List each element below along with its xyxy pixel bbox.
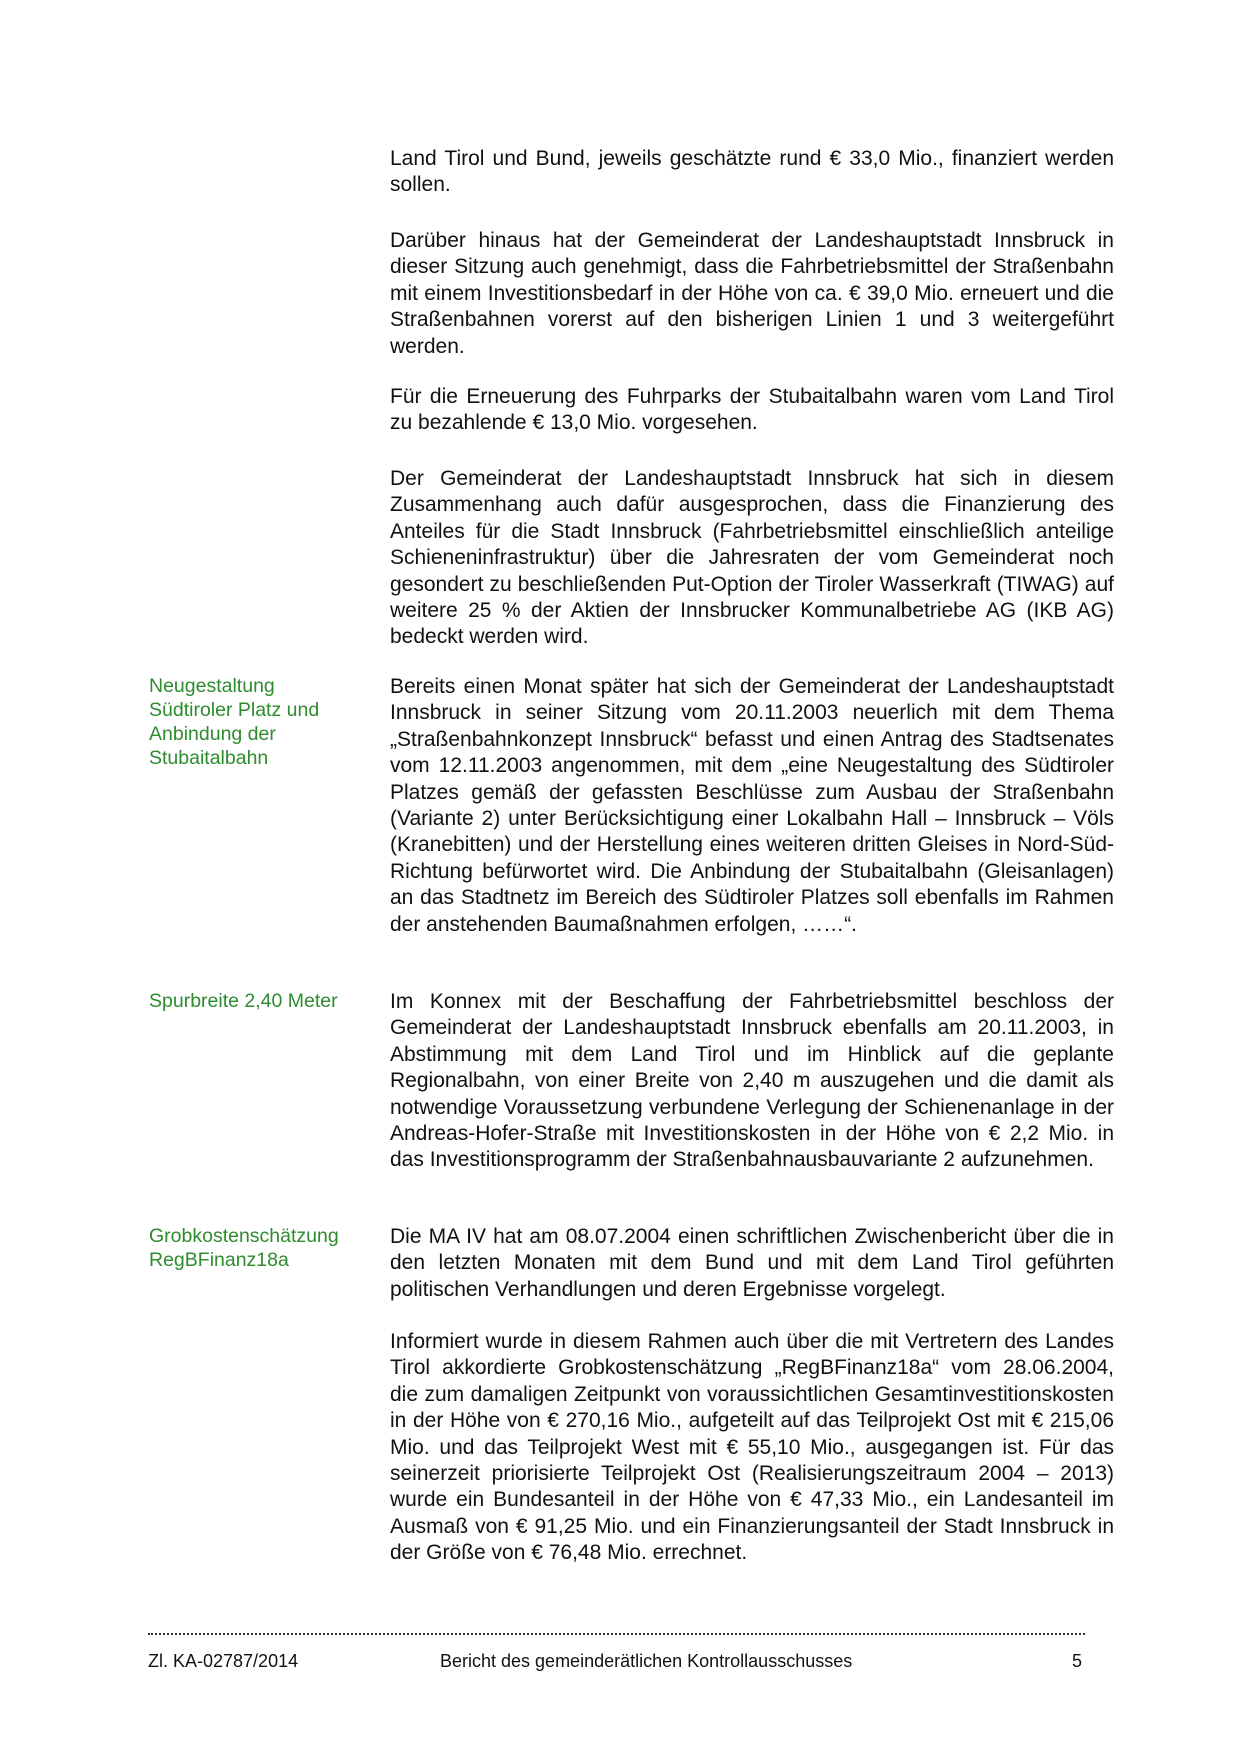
paragraph-text: Darüber hinaus hat der Gemeinderat der Landeshauptstadt Innsbruck in dieser Sitzung auch genehmigt, dass die Fahrbetriebsmittel der Straßenbahn mit einem Investitionsbedarf in der Höhe von ca. € 39,0 Mio. erneuert und die Straßenbahnen vorerst auf den bisherigen Linien 1 und 3 weitergeführt werden.: [390, 229, 1114, 358]
paragraph-text: Der Gemeinderat der Landeshauptstadt Innsbruck hat sich in diesem Zusammenhang auch dafür ausgesprochen, dass die Finanzierung des Anteiles für die Stadt Innsbruck (Fahrbetriebsmittel einschließlich anteilige Schieneninfrastruktur) über die Jahresraten der vom Gemeinderat noch gesondert zu beschließenden Put-Option der Tiroler Wasserkraft (TIWAG) auf weitere 25 % der Aktien der Innsbrucker Kommunalbetriebe AG (IKB AG) bedeckt werden wird.: [390, 467, 1114, 649]
margin-note-line: Südtiroler Platz und: [149, 699, 320, 721]
paragraph-5: [390, 674, 1114, 938]
paragraph-6: [390, 989, 1114, 1174]
margin-note-grobkosten: [149, 1224, 379, 1272]
margin-note-line: Stubaitalbahn: [149, 747, 269, 769]
margin-note-line: Grobkostenschätzung: [149, 1225, 339, 1247]
paragraph-text: Im Konnex mit der Beschaffung der Fahrbetriebsmittel beschloss der Gemeinderat der Landeshauptstadt Innsbruck ebenfalls am 20.11.2003, in Abstimmung mit dem Land Tirol und im Hinblick auf die geplante Regionalbahn, von einer Breite von 2,40 m auszugehen und die damit als notwendige Voraussetzung verbundene Verlegung der Schienenanlage in der Andreas-Hofer-Straße mit Investitionskosten in der Höhe von € 2,2 Mio. in das Investitionsprogramm der Straßenbahnausbauvariante 2 aufzunehmen.: [390, 990, 1114, 1172]
margin-note-line: Anbindung der: [149, 723, 276, 745]
footer-title: Bericht des gemeinderätlichen Kontrollausschusses: [440, 1651, 853, 1671]
footer-reference: Zl. KA-02787/2014: [148, 1651, 299, 1671]
paragraph-2: [390, 228, 1114, 360]
paragraph-text: Bereits einen Monat später hat sich der Gemeinderat der Landeshauptstadt Innsbruck in seiner Sitzung vom 20.11.2003 neuerlich mit dem Thema „Straßenbahnkonzept Innsbruck“ befasst und einen Antrag des Stadtsenates vom 12.11.2003 angenommen, mit dem „eine Neugestaltung des Südtiroler Platzes gemäß der gefassten Beschlüsse zum Ausbau der Straßenbahn (Variante 2) unter Berücksichtigung einer Lokalbahn Hall – Innsbruck – Völs (Kranebitten) und der Herstellung eines weiteren dritten Gleises in Nord-Süd-Richtung befürwortet wird. Die Anbindung der Stubaitalbahn (Gleisanlagen) an das Stadtnetz im Bereich des Südtiroler Platzes soll ebenfalls im Rahmen der anstehenden Baumaßnahmen erfolgen, ……“.: [390, 675, 1114, 936]
margin-note-line: RegBFinanz18a: [149, 1249, 289, 1271]
paragraph-3: [390, 384, 1114, 437]
footer-divider: [148, 1633, 1085, 1635]
paragraph-8: [390, 1329, 1114, 1567]
paragraph-text: Informiert wurde in diesem Rahmen auch über die mit Vertretern des Landes Tirol akkordierte Grobkostenschätzung „RegBFinanz18a“ vom 28.06.2004, die zum damaligen Zeitpunkt von voraussichtlichen Gesamtinvestitionskosten in der Höhe von € 270,16 Mio., aufgeteilt auf das Teilprojekt Ost mit € 215,06 Mio. und das Teilprojekt West mit € 55,10 Mio., ausgegangen ist. Für das seinerzeit priorisierte Teilprojekt Ost (Realisierungszeitraum 2004 – 2013) wurde ein Bundesanteil in der Höhe von € 47,33 Mio., ein Landesanteil im Ausmaß von € 91,25 Mio. und ein Finanzierungsanteil der Stadt Innsbruck in der Größe von € 76,48 Mio. errechnet.: [390, 1330, 1114, 1565]
margin-note-spurbreite: [149, 989, 379, 1013]
paragraph-7: [390, 1224, 1114, 1303]
paragraph-1: [390, 146, 1114, 199]
margin-note-line: Spurbreite 2,40 Meter: [149, 990, 338, 1012]
margin-note-neugestaltung: [149, 674, 379, 770]
page-number: 5: [1072, 1651, 1083, 1671]
paragraph-text: Land Tirol und Bund, jeweils geschätzte rund € 33,0 Mio., finanziert werden sollen.: [390, 147, 1114, 197]
margin-note-line: Neugestaltung: [149, 675, 275, 697]
paragraph-text: Die MA IV hat am 08.07.2004 einen schriftlichen Zwischenbericht über die in den letzten Monaten mit dem Bund und mit dem Land Tirol geführten politischen Verhandlungen und deren Ergebnisse vorgelegt.: [390, 1225, 1114, 1301]
paragraph-text: Für die Erneuerung des Fuhrparks der Stubaitalbahn waren vom Land Tirol zu bezahlende € 13,0 Mio. vorgesehen.: [390, 385, 1114, 435]
paragraph-4: [390, 466, 1114, 651]
